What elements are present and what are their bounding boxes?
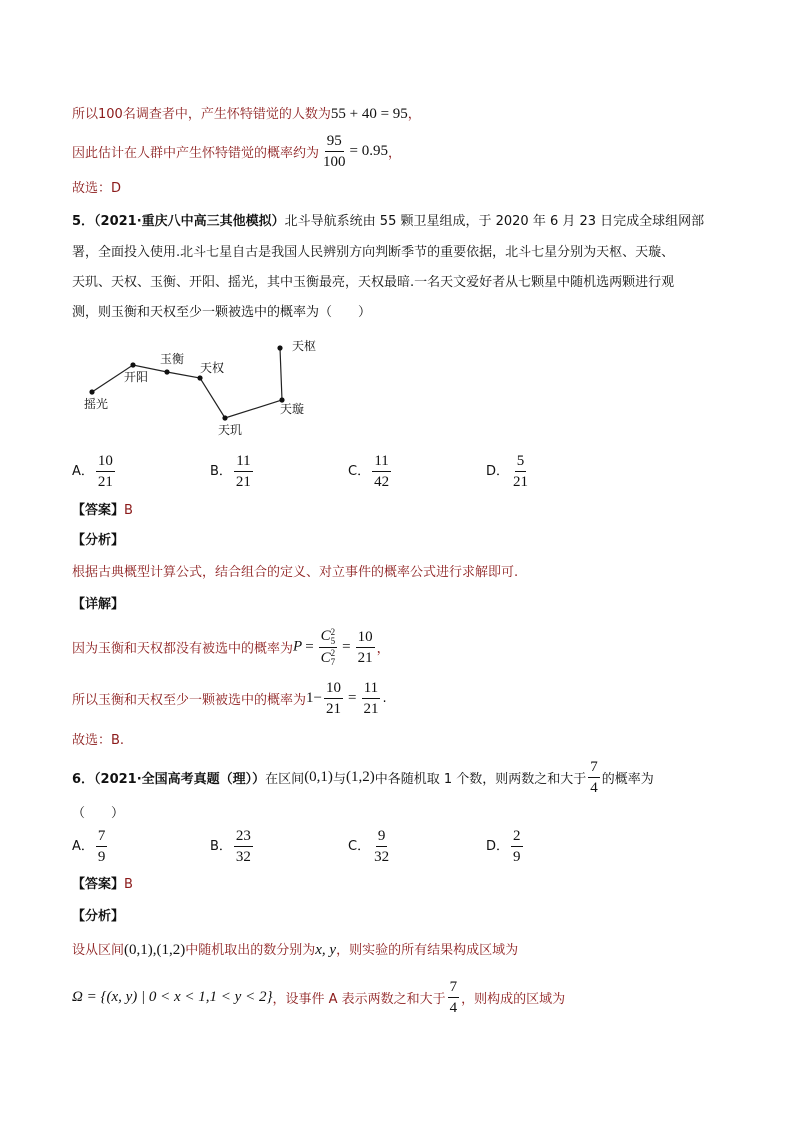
q5-detail-line-2 — [72, 679, 387, 718]
denominator: 32 — [235, 849, 251, 865]
question-number: 5． — [72, 214, 95, 229]
fraction — [96, 452, 115, 491]
q6-option-c — [348, 827, 393, 866]
numerator: 7 — [96, 827, 108, 847]
numerator: 10 — [324, 679, 343, 699]
equals-sign: = — [342, 638, 351, 655]
denominator: 42 — [374, 474, 390, 490]
option-label: D． — [486, 839, 510, 854]
option-label: D． — [486, 464, 510, 479]
star-tianji — [222, 415, 227, 420]
fraction — [361, 679, 380, 718]
option-label: A． — [72, 839, 94, 854]
text: . — [382, 691, 387, 706]
text: 因此估计在人群中产生怀特错觉的概率约为 — [72, 146, 320, 161]
text: 所以玉衡和天权至少一颗被选中的概率为 — [72, 693, 307, 708]
q6-analysis-tag: 【分析】 — [72, 909, 125, 924]
p-symbol: P — [293, 638, 303, 655]
combination-fraction — [319, 627, 338, 667]
answer-value: B — [124, 503, 133, 518]
denominator: 100 — [323, 154, 346, 170]
question-text: 中各随机取 1 个数，则两数之和大于 — [374, 772, 587, 787]
q5-option-b — [210, 452, 255, 491]
numerator: 10 — [356, 628, 375, 648]
star-yaoguang — [89, 389, 94, 394]
denominator: 21 — [97, 474, 113, 490]
q6-stem-line-1 — [72, 758, 654, 797]
denominator: 4 — [449, 1000, 458, 1016]
text: ， — [376, 641, 390, 657]
q6-option-a — [72, 827, 109, 866]
fraction — [448, 978, 460, 1017]
q5-option-a — [72, 452, 117, 491]
q5-choice: 故选：B. — [72, 733, 125, 748]
text: ， — [387, 146, 401, 161]
option-label: C． — [348, 839, 371, 854]
q5-detail-tag: 【详解】 — [72, 597, 125, 612]
q5-stem-line-3: 天玑、天权、玉衡、开阳、摇光，其中玉衡最亮，天权最暗.一名天文爱好者从七颗星中随机选两颗进行观 — [72, 275, 675, 290]
denominator: 21 — [325, 701, 341, 717]
numerator: 9 — [376, 827, 388, 847]
numerator: 5 — [515, 452, 527, 472]
denominator: 21 — [357, 649, 373, 666]
label-yuheng: 玉衡 — [160, 352, 185, 366]
label-tianquan: 天权 — [200, 361, 225, 375]
numerator: 11 — [372, 452, 390, 472]
q6-answer — [72, 873, 133, 892]
fraction — [356, 628, 375, 667]
numerator: 95 — [325, 132, 344, 152]
denominator: 9 — [513, 849, 521, 865]
star-yuheng — [164, 369, 169, 374]
label-kaiyang: 开阳 — [124, 370, 149, 384]
question-text: 的概率为 — [601, 772, 654, 787]
equation: 55 + 40 = 95 — [330, 106, 408, 122]
option-label: B． — [210, 839, 232, 854]
q5-analysis-text: 根据古典概型计算公式，结合组合的定义、对立事件的概率公式进行求解即可. — [72, 565, 519, 580]
fraction — [234, 827, 253, 866]
text: 设从区间 — [72, 943, 125, 958]
question-source: （2021·全国高考真题（理）） — [94, 772, 266, 787]
q5-answer — [72, 499, 133, 518]
label-tianshu: 天枢 — [292, 339, 317, 353]
label-yaoguang: 摇光 — [84, 397, 109, 411]
label-tianxuan: 天璇 — [280, 402, 305, 416]
denominator: 21 — [513, 474, 529, 490]
q5-analysis-tag: 【分析】 — [72, 533, 125, 548]
solution-choice: 故选：D — [72, 181, 122, 196]
question-text: 在区间 — [265, 772, 305, 787]
option-label: C． — [348, 464, 371, 479]
number: 100 — [98, 107, 123, 122]
question-text: 北斗导航系统由 55 颗卫星组成，于 2020 年 6 月 23 日完成全球组网部 — [284, 214, 705, 229]
fraction — [96, 827, 108, 866]
big-dipper-diagram — [80, 335, 340, 440]
denominator: 21 — [235, 474, 251, 490]
equals-sign: = — [305, 638, 314, 655]
q6-analysis-line-1 — [72, 939, 518, 959]
denominator: 21 — [363, 701, 379, 717]
numerator: 7 — [588, 758, 600, 778]
q5-stem-line-1 — [72, 210, 704, 229]
text: ，则构成的区域为 — [461, 992, 566, 1007]
fraction — [234, 452, 253, 491]
text: 所以 — [72, 107, 99, 122]
option-label: A． — [72, 464, 94, 479]
numerator: 2 — [511, 827, 523, 847]
q6-option-d — [486, 827, 525, 866]
numerator: 11 — [362, 679, 380, 699]
star-tianshu — [277, 345, 282, 350]
denominator: 32 — [374, 849, 390, 865]
label-tianji: 天玑 — [218, 423, 243, 437]
fraction — [321, 132, 348, 171]
interval: (1,2) — [345, 769, 375, 785]
variables: x, y — [315, 942, 337, 958]
constellation-line — [92, 348, 282, 418]
q6-option-b — [210, 827, 255, 866]
numerator: 10 — [96, 452, 115, 472]
q5-option-d — [486, 452, 532, 491]
q5-stem-line-4: 测，则玉衡和天权至少一颗被选中的概率为（ ） — [72, 305, 372, 320]
fraction — [372, 452, 391, 491]
question-text: 与 — [332, 772, 346, 787]
numerator: C 2 5 — [320, 626, 336, 646]
fraction — [511, 827, 523, 866]
text: ，设事件 A 表示两数之和大于 — [272, 992, 446, 1007]
answer-tag: 【答案】 — [72, 877, 125, 892]
answer-tag: 【答案】 — [72, 503, 125, 518]
q6-answer-blank: （ ） — [72, 806, 125, 821]
interval: (0,1) — [304, 769, 333, 785]
star-kaiyang — [130, 362, 135, 367]
q5-detail-line-1 — [72, 627, 390, 667]
denominator: C 2 7 — [320, 648, 336, 668]
sample-space: Ω = {(x, y) | 0 < x < 1,1 < y < 2} — [72, 989, 273, 1005]
denominator: 4 — [590, 780, 598, 796]
text: 名调查者中，产生怀特错觉的人数为 — [122, 107, 331, 122]
question-source: （2021·重庆八中高三其他模拟） — [94, 214, 285, 229]
numerator: 7 — [448, 978, 460, 998]
equals-sign: = — [347, 690, 357, 706]
solution-line-2 — [72, 132, 401, 171]
star-tianquan — [197, 375, 202, 380]
q6-analysis-line-2 — [72, 978, 565, 1017]
text: ，则实验的所有结果构成区域为 — [336, 943, 519, 958]
question-number: 6． — [72, 772, 95, 787]
fraction — [324, 679, 343, 718]
math-term: 1− — [306, 690, 322, 706]
numerator: 23 — [234, 827, 253, 847]
numerator: 11 — [234, 452, 252, 472]
denominator: 9 — [97, 849, 106, 865]
equation: = 0.95 — [349, 143, 388, 159]
option-label: B． — [210, 464, 232, 479]
solution-line-1 — [72, 103, 421, 123]
answer-value: B — [124, 877, 133, 892]
q5-stem-line-2: 署，全面投入使用.北斗七星自古是我国人民辨别方向判断季节的重要依据，北斗七星分别为天枢、天璇、 — [72, 245, 675, 260]
fraction — [372, 827, 391, 866]
fraction — [588, 758, 600, 797]
text: 因为玉衡和天权都没有被选中的概率为 — [72, 641, 294, 657]
interval-list: (0,1),(1,2) — [124, 942, 186, 958]
text: ， — [407, 107, 421, 122]
q5-option-c — [348, 452, 393, 491]
fraction — [511, 452, 530, 491]
text: 中随机取出的数分别为 — [185, 943, 316, 958]
